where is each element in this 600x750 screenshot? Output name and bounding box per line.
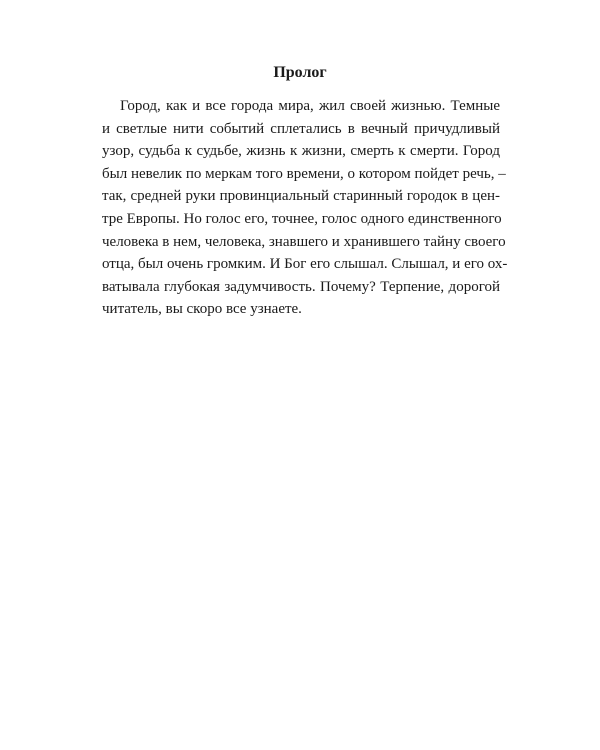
text-line: так, средней руки провинциальный старинный городок в цен- bbox=[102, 188, 500, 205]
text-line: ватывала глубокая задумчивость. Почему? Терпение, дорогой bbox=[102, 278, 500, 295]
text-line: читатель, вы скоро все узнаете. bbox=[102, 301, 302, 318]
paragraph bbox=[102, 95, 508, 321]
text-line: был невелик по меркам того времени, о котором пойдет речь, – bbox=[102, 165, 506, 182]
text-line: человека в нем, человека, знавшего и хранившего тайну своего bbox=[102, 233, 506, 250]
text-line: и светлые нити событий сплетались в вечный причудливый bbox=[102, 120, 500, 137]
text-line: отца, был очень громким. И Бог его слышал. Слышал, и его ох- bbox=[102, 256, 508, 273]
text-line: узор, судьба к судьбе, жизнь к жизни, смерть к смерти. Город bbox=[102, 143, 500, 160]
chapter-title: Пролог bbox=[273, 64, 327, 81]
text-line: Город, как и все города мира, жил своей жизнью. Темные bbox=[120, 98, 500, 114]
text-line: тре Европы. Но голос его, точнее, голос одного единственного bbox=[102, 210, 502, 227]
